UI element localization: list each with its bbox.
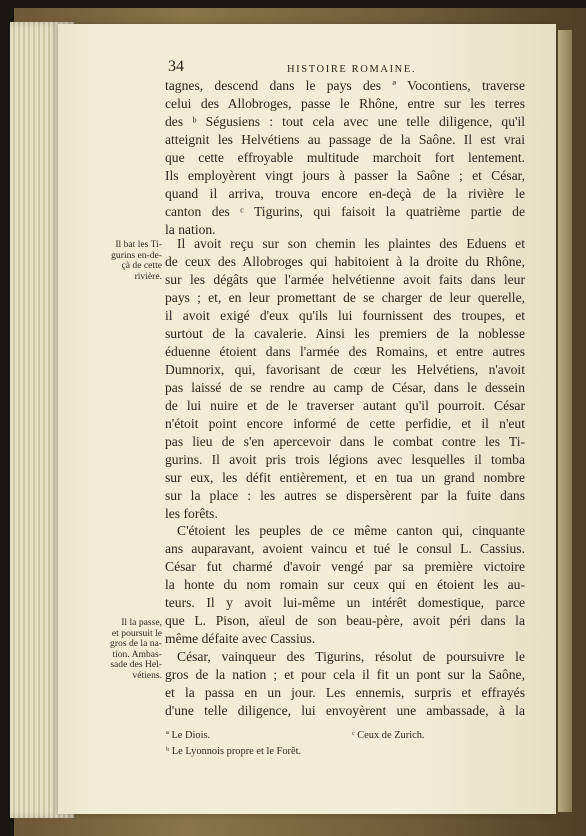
body-line: pas laissé de se rendre au camp de César, dans le dessein — [165, 380, 525, 395]
body-line: et la passa en un jour. Les ennemis, surpris et effrayés — [165, 685, 525, 700]
body-line: teurs. Il y avoit lui-même un intérêt domestique, parce — [165, 595, 525, 610]
body-line: gros de la nation ; et pour cela il fit un pont sur la Saône, — [165, 667, 525, 682]
body-line: pas lieu de s'en apercevoir dans le combat contre les Ti- — [165, 434, 525, 449]
body-line: de ceux des Allobroges qui habitoient à la droite du Rhône, — [165, 254, 525, 269]
body-line: que L. Pison, aïeul de son beau-père, avoit péri dans la — [165, 613, 525, 628]
body-line: surtout de la cavalerie. Ainsi les premiers de la noblesse — [165, 326, 525, 341]
body-line: d'une telle diligence, lui envoyèrent une ambassade, à la — [165, 703, 525, 718]
margin-note-line: çà de cette — [121, 260, 162, 272]
margin-note-line: gurins en-de- — [111, 249, 162, 261]
margin-note-line: tion. Ambas- — [112, 648, 162, 660]
body-line: César fut charmé d'avoir vengé par sa première victoire — [165, 559, 525, 574]
running-title: HISTOIRE ROMAINE. — [287, 64, 417, 75]
body-line: même défaite avec Cassius. — [165, 631, 316, 646]
margin-note — [96, 240, 162, 282]
body-line: des ᵇ Ségusiens : tout cela avec une telle diligence, qu'il — [165, 114, 525, 129]
body-line: de lui nuire et de le traverser autant qu'il pourroit. César — [165, 398, 525, 413]
body-line: que cette effroyable multitude marchoit fort lentement. — [165, 150, 525, 165]
body-line: la nation. — [165, 222, 216, 237]
body-line: canton des ᶜ Tigurins, qui faisoit la quatrième partie de — [165, 204, 525, 219]
body-line: la honte du nom romain sur ceux qui en étoient les au- — [165, 577, 525, 592]
page-number: 34 — [168, 58, 184, 75]
margin-note-line: rivière. — [134, 270, 162, 282]
body-line: César, vainqueur des Tigurins, résolut de poursuivre le — [177, 649, 525, 664]
body-line: quand il arriva, trouva encore en-deçà de la rivière le — [165, 186, 525, 201]
margin-note-line: gros de la na- — [110, 638, 162, 650]
margin-note-line: Il la passe, — [121, 617, 162, 628]
body-line: gurins. Il avoit pris trois légions avec lesquelles il tomba — [165, 452, 525, 467]
footnote-b: ᵇ Le Lyonnois propre et le Forêt. — [166, 746, 302, 757]
footnote-a: ª Le Diois. — [166, 730, 211, 741]
body-line: C'étoient les peuples de ce même canton qui, cinquante — [177, 523, 525, 538]
margin-note-line: et poursuit le — [111, 627, 162, 639]
footnote-c: ᶜ Ceux de Zurich. — [352, 730, 425, 741]
body-line: sur eux, les défit entièrement, et en tua un grand nombre — [165, 470, 525, 485]
body-line: tagnes, descend dans le pays des ª Vocontiens, traverse — [165, 78, 525, 93]
body-line: pays ; et, en leur promettant de se charger de leur querelle, — [165, 290, 525, 305]
margin-note-line: sade des Hel- — [110, 659, 162, 671]
body-line: Dumnorix, qui, favorisant de cœur les Helvétiens, n'avoit — [165, 362, 525, 377]
margin-note-line: vétiens. — [132, 669, 162, 681]
body-line: il avoit exigé d'eux qu'ils lui fournissent des troupes, et — [165, 308, 525, 323]
body-line: Ils employèrent vingt jours à passer la Saône ; et César, — [165, 168, 525, 183]
facing-page-edge — [558, 30, 572, 812]
body-line: n'étoit point encore informé de cette perfidie, et il n'eut — [165, 416, 525, 431]
body-line: atteignit les Helvétiens au passage de la Saône. Il est vrai — [165, 132, 525, 147]
body-line: celui des Allobroges, passe le Rhône, entre sur les terres — [165, 96, 525, 111]
margin-note-line: Il bat les Ti- — [115, 239, 162, 250]
body-line: les forêts. — [165, 506, 218, 521]
margin-note — [96, 618, 162, 682]
body-line: éduenne étoient dans l'armée des Romains, et entre autres — [165, 344, 525, 359]
body-line: Il avoit reçu sur son chemin les plaintes des Eduens et — [177, 236, 525, 251]
body-line: sur les dégâts que l'armée helvétienne avoit faits dans leur — [165, 272, 525, 287]
body-line: sur la place : les autres se dispersèrent par la fuite dans — [165, 488, 525, 503]
body-line: ans auparavant, avoient vaincu et tué le consul L. Cassius. — [165, 541, 525, 556]
